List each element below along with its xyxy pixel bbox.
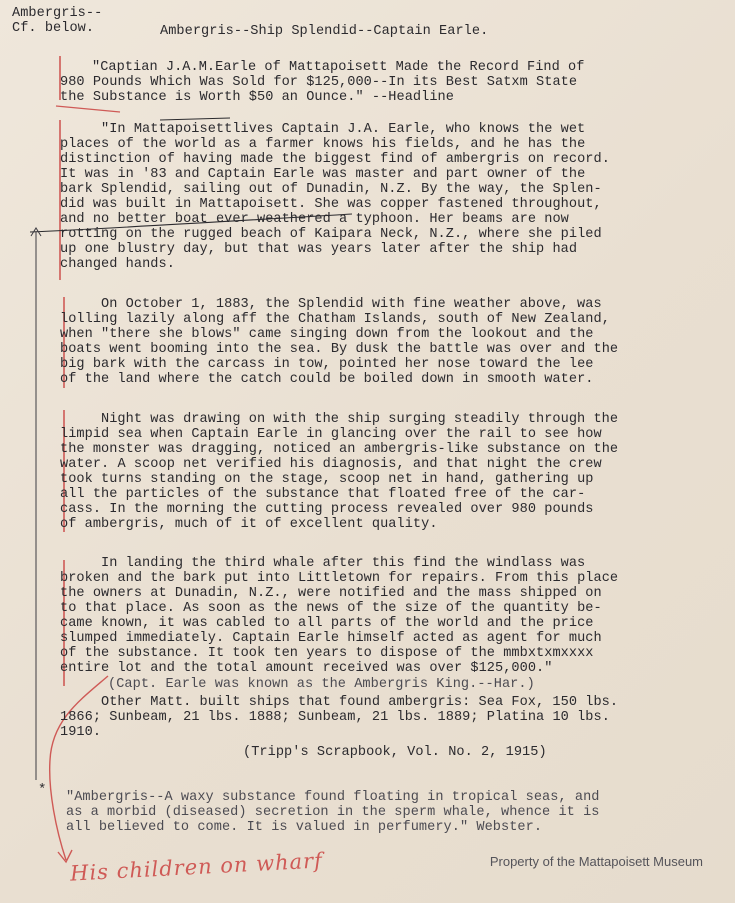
- pencil-stroke-top: [160, 118, 230, 120]
- other-ships-line: 1866; Sunbeam, 21 lbs. 1888; Sunbeam, 21 lbs. 1889; Platina 10 lbs.: [60, 710, 610, 725]
- handwritten-note: His children on wharf: [69, 848, 324, 886]
- paragraph-line: boats went booming into the sea. By dusk the battle was over and the: [60, 342, 619, 357]
- paragraph-line: came known, it was cabled to all parts of the world and the price: [60, 616, 594, 631]
- paragraph-line: up one blustry day, but that was years later after the ship had: [60, 242, 578, 257]
- headline-line: "Captian J.A.M.Earle of Mattapoisett Made the Record Find of: [92, 60, 585, 75]
- header-left-line1: Ambergris--: [12, 6, 103, 21]
- other-ships-line: Other Matt. built ships that found ambergris: Sea Fox, 150 lbs.: [101, 695, 619, 710]
- definition-line: "Ambergris--A waxy substance found floating in tropical seas, and: [66, 790, 600, 805]
- paragraph-line: took turns standing on the stage, scoop net in hand, gathering up: [60, 472, 594, 487]
- paragraph-line: cass. In the morning the cutting process revealed over 980 pounds: [60, 502, 594, 517]
- paragraph-line: to that place. As soon as the news of the size of the quantity be-: [60, 601, 602, 616]
- paragraph-line: lolling lazily along aff the Chatham Islands, south of New Zealand,: [60, 312, 610, 327]
- paragraph-line: "In Mattapoisettlives Captain J.A. Earle, who knows the wet: [101, 122, 586, 137]
- asterisk-marker: *: [38, 782, 47, 798]
- paragraph-line: It was in '83 and Captain Earle was master and part owner of the: [60, 167, 586, 182]
- headline-line: the Substance is Worth $50 an Ounce." --Headline: [60, 90, 454, 105]
- paragraph-line: On October 1, 1883, the Splendid with fine weather above, was: [101, 297, 602, 312]
- definition-line: as a morbid (diseased) secretion in the sperm whale, whence it is: [66, 805, 600, 820]
- paragraph-line: the monster was dragging, noticed an ambergris-like substance on the: [60, 442, 619, 457]
- red-tick-mark: [56, 106, 120, 112]
- definition-line: all believed to come. It is valued in perfumery." Webster.: [66, 820, 543, 835]
- paragraph-line: of the land where the catch could be boiled down in smooth water.: [60, 372, 594, 387]
- headline-line: 980 Pounds Which Was Sold for $125,000--In its Best Satxm State: [60, 75, 578, 90]
- other-ships-line: 1910.: [60, 725, 102, 740]
- source-citation: (Tripp's Scrapbook, Vol. No. 2, 1915): [243, 745, 547, 760]
- paragraph-line: bark Splendid, sailing out of Dunadin, N.Z. By the way, the Splen-: [60, 182, 602, 197]
- page-title: Ambergris--Ship Splendid--Captain Earle.: [160, 24, 489, 39]
- paragraph-line: distinction of having made the biggest find of ambergris on record.: [60, 152, 610, 167]
- paragraph-line: Night was drawing on with the ship surging steadily through the: [101, 412, 619, 427]
- paragraph-line: slumped immediately. Captain Earle himself acted as agent for much: [60, 631, 602, 646]
- aside-note: (Capt. Earle was known as the Ambergris King.--Har.): [108, 677, 535, 692]
- paragraph-line: limpid sea when Captain Earle in glancing over the rail to see how: [60, 427, 602, 442]
- paragraph-line: all the particles of the substance that floated free of the car-: [60, 487, 586, 502]
- paragraph-line: did was built in Mattapoisett. She was copper fastened throughout,: [60, 197, 602, 212]
- museum-watermark: Property of the Mattapoisett Museum: [489, 854, 703, 869]
- paragraph-line: of ambergris, much of it of excellent quality.: [60, 517, 438, 532]
- paragraph-line: broken and the bark put into Littletown for repairs. From this place: [60, 571, 619, 586]
- paragraph-line: big bark with the carcass in tow, pointed her nose toward the lee: [60, 357, 594, 372]
- paragraph-line: and no better boat ever weathered a typhoon. Her beams are now: [60, 212, 569, 227]
- paragraph-line: of the substance. It took ten years to dispose of the mmbxtxmxxxx: [60, 646, 594, 661]
- paragraph-line: rotting on the rugged beach of Kaipara Neck, N.Z., where she piled: [60, 227, 602, 242]
- paragraph-line: the owners at Dunadin, N.Z., were notified and the mass shipped on: [60, 586, 602, 601]
- paragraph-line: In landing the third whale after this find the windlass was: [101, 556, 586, 571]
- paragraph-line: entire lot and the total amount received was over $125,000.": [60, 661, 553, 676]
- paragraph-line: changed hands.: [60, 257, 175, 272]
- paragraph-line: places of the world as a farmer knows his fields, and he has the: [60, 137, 586, 152]
- header-left-line2: Cf. below.: [12, 21, 95, 36]
- paragraph-line: water. A scoop net verified his diagnosis, and that night the crew: [60, 457, 602, 472]
- paragraph-line: when "there she blows" came singing down from the lookout and the: [60, 327, 594, 342]
